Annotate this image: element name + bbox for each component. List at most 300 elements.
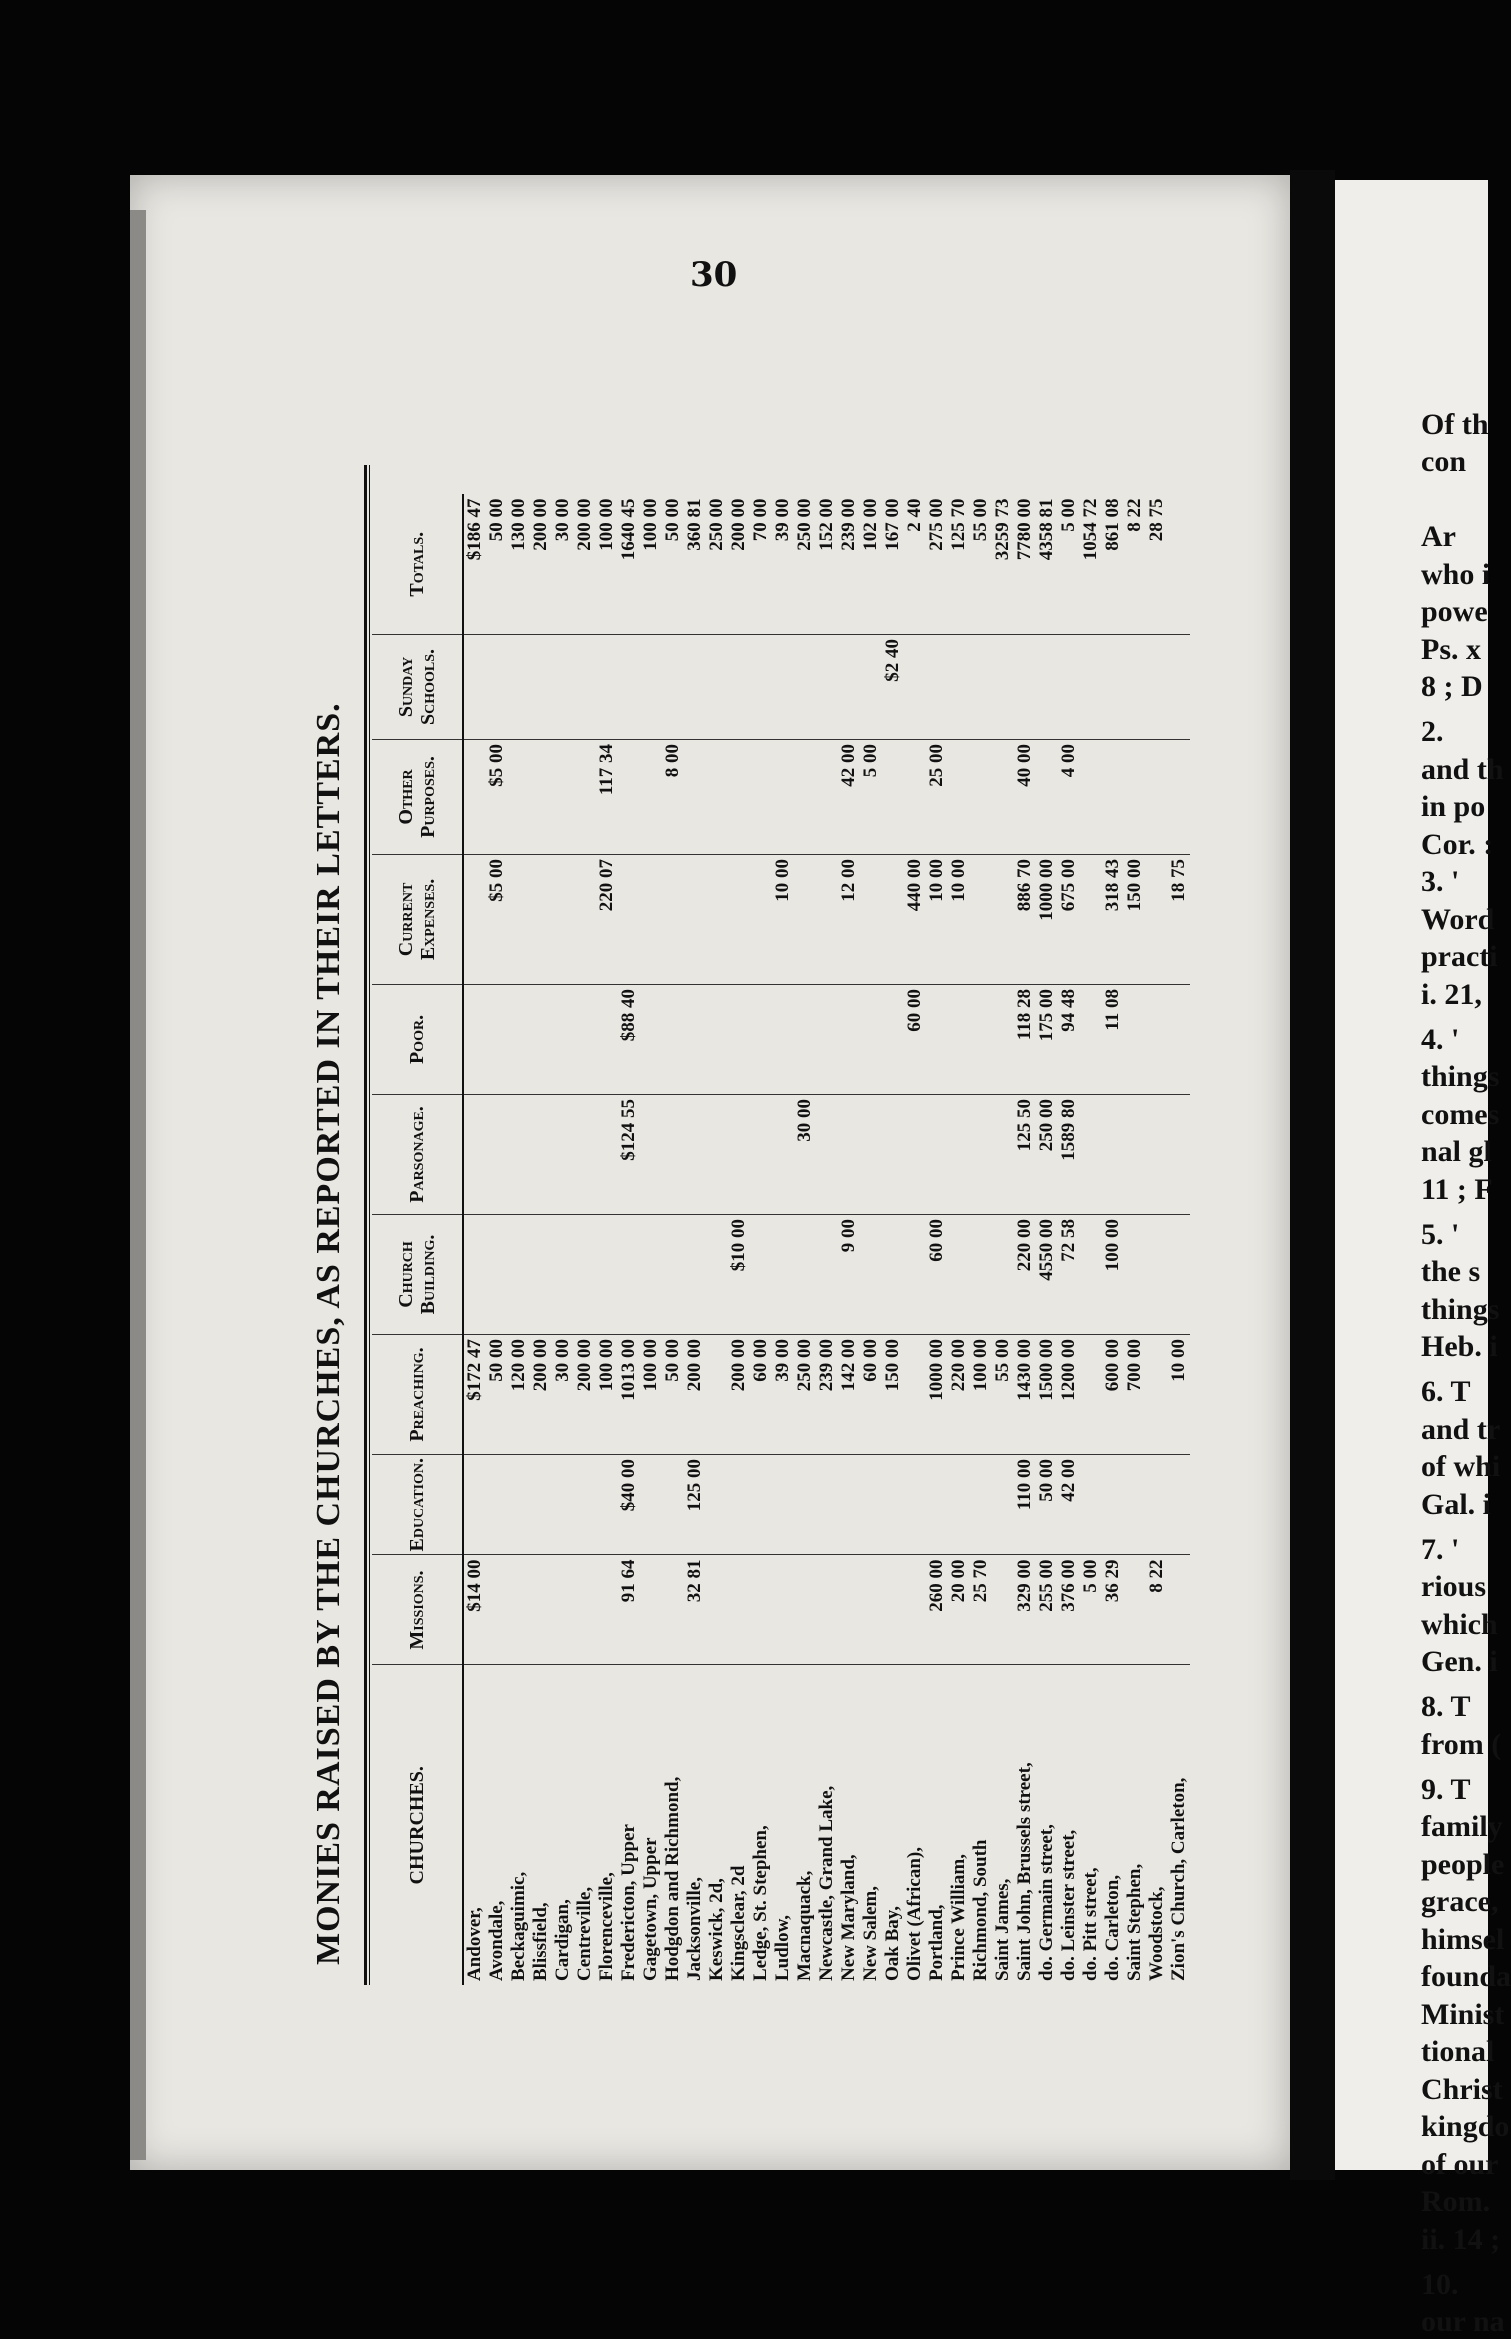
empty-cell [574,984,596,1094]
right-page-line: comes [1421,1097,1500,1131]
amount-cell: 118 28 [1014,984,1036,1094]
empty-cell [992,739,1014,854]
amount-cell: 220 07 [596,854,618,984]
right-page-line: the s [1421,1255,1481,1288]
amount-cell: 10 00 [772,854,794,984]
amount-cell: 10 00 [1168,1334,1190,1454]
empty-cell [992,1214,1014,1334]
right-page-line: Ps. x [1421,632,1481,666]
empty-cell [618,854,640,984]
empty-cell [904,1555,926,1665]
church-name: New Maryland, [838,1854,859,1981]
empty-cell [662,634,684,739]
empty-cell [552,1214,574,1334]
amount-cell: 200 00 [728,1334,750,1454]
right-page-line: nal gl [1421,1135,1492,1168]
empty-cell [816,1555,838,1665]
amount-cell: 5 00 [1058,494,1080,634]
empty-cell [948,1094,970,1214]
right-page-line: Word [1421,902,1495,936]
amount-cell: 1013 00 [618,1334,640,1454]
right-page-line: 9. T [1421,1772,1471,1806]
church-name: Richmond, South [970,1839,991,1981]
church-name: Saint Stephen, [1124,1863,1145,1981]
amount-cell: 4358 81 [1036,494,1058,634]
table-row [1058,494,1080,1985]
amount-cell: 60 00 [904,984,926,1094]
table-row [640,494,662,1985]
amount-cell: 39 00 [772,1334,794,1454]
empty-cell [1058,634,1080,739]
empty-cell [530,1094,552,1214]
empty-cell [552,634,574,739]
empty-cell [816,1454,838,1555]
empty-cell [508,1214,530,1334]
table-row [728,494,750,1985]
church-name: Avondale, [486,1900,507,1981]
empty-cell [816,984,838,1094]
empty-cell [486,1094,508,1214]
empty-cell [1168,984,1190,1094]
empty-cell [772,634,794,739]
amount-cell: $88 40 [618,984,640,1094]
empty-cell [463,854,486,984]
amount-cell: 1054 72 [1080,494,1102,634]
empty-cell [574,1214,596,1334]
empty-cell [728,634,750,739]
table-row [904,494,926,1985]
empty-cell [750,739,772,854]
amount-cell: $5 00 [486,854,508,984]
table-row [948,494,970,1985]
empty-cell [860,1094,882,1214]
empty-cell [860,854,882,984]
amount-cell: 39 00 [772,494,794,634]
amount-cell: 150 00 [882,1334,904,1454]
empty-cell [684,1094,706,1214]
table-top-rule [364,465,367,1985]
table-row [662,494,684,1985]
empty-cell [728,1555,750,1665]
empty-cell [662,1555,684,1665]
amount-cell: 12 00 [838,854,860,984]
amount-cell: 10 00 [948,854,970,984]
table-row [882,494,904,1985]
empty-cell [1168,1454,1190,1555]
empty-cell [860,634,882,739]
table-row [1014,494,1036,1985]
right-page-line: 11 ; F [1421,1172,1493,1206]
amount-cell: 32 81 [684,1555,706,1665]
empty-cell [750,1214,772,1334]
column-header: CHURCHES. [372,1665,463,1985]
empty-cell [552,739,574,854]
right-page-line: Rom. [1421,2185,1491,2218]
empty-cell [882,1555,904,1665]
amount-cell: 255 00 [1036,1555,1058,1665]
amount-cell: 440 00 [904,854,926,984]
empty-cell [838,984,860,1094]
right-page-line: Gen. i [1421,1645,1498,1678]
table-row [750,494,772,1985]
table-row [926,494,948,1985]
church-name: Kingsclear, 2d [728,1865,749,1981]
amount-cell: 50 00 [486,1334,508,1454]
empty-cell [508,739,530,854]
amount-cell: 100 00 [640,494,662,634]
empty-cell [596,634,618,739]
right-page-line: kingdo [1421,2110,1510,2143]
empty-cell [508,1094,530,1214]
amount-cell: 42 00 [838,739,860,854]
empty-cell [794,739,816,854]
amount-cell: 7780 00 [1014,494,1036,634]
right-page-line: 6. T [1421,1375,1471,1408]
right-page-line: 8 ; D [1421,670,1483,703]
empty-cell [970,634,992,739]
amount-cell: 30 00 [794,1094,816,1214]
church-name: Ludlow, [772,1914,793,1981]
amount-cell: 25 00 [926,739,948,854]
empty-cell [1146,1454,1168,1555]
column-header: Missions. [372,1555,463,1665]
amount-cell: 1000 00 [1036,854,1058,984]
amount-cell: 1500 00 [1036,1334,1058,1454]
amount-cell: 36 29 [1102,1555,1124,1665]
empty-cell [948,1214,970,1334]
right-page-line: powe [1421,595,1488,628]
right-page-line: Of th [1421,407,1489,441]
amount-cell: 60 00 [750,1334,772,1454]
church-name: Andover, [464,1907,485,1981]
empty-cell [463,984,486,1094]
empty-cell [926,1094,948,1214]
empty-cell [992,1454,1014,1555]
right-page-line: and th [1421,752,1504,786]
right-page-line: Christ [1421,2072,1503,2106]
amount-cell: 11 08 [1102,984,1124,1094]
column-header: Totals. [372,494,463,634]
empty-cell [596,1454,618,1555]
empty-cell [1124,739,1146,854]
amount-cell: 120 00 [508,1334,530,1454]
amount-cell: 600 00 [1102,1334,1124,1454]
church-name: Prince William, [948,1853,969,1981]
empty-cell [904,1454,926,1555]
table-row [596,494,618,1985]
empty-cell [794,854,816,984]
amount-cell: 4 00 [1058,739,1080,854]
amount-cell: 200 00 [574,494,596,634]
church-name: Saint James, [992,1878,1013,1981]
empty-cell [706,1214,728,1334]
amount-cell: 200 00 [728,494,750,634]
right-page-line: people [1421,1847,1505,1881]
empty-cell [508,984,530,1094]
church-name: Oak Bay, [882,1906,903,1981]
amount-cell: 8 22 [1146,1555,1168,1665]
table-row [486,494,508,1985]
table-row [463,494,486,1985]
empty-cell [1036,634,1058,739]
empty-cell [662,1454,684,1555]
empty-cell [794,634,816,739]
empty-cell [772,739,794,854]
right-page [1335,180,1511,2338]
monies-table [372,494,1190,1985]
empty-cell [596,1214,618,1334]
empty-cell [926,984,948,1094]
column-header: Preaching. [372,1334,463,1454]
table-row [992,494,1014,1985]
empty-cell [1124,1454,1146,1555]
right-page-line: grace, [1421,1885,1499,1918]
empty-cell [772,984,794,1094]
table-row [1080,494,1102,1985]
empty-cell [970,984,992,1094]
church-name: Portland, [926,1904,947,1981]
right-page-line: which [1421,1607,1498,1641]
right-page-line: 5. ' [1421,1217,1460,1251]
empty-cell [1080,634,1102,739]
empty-cell [706,634,728,739]
church-name: Saint John, Brussels street, [1014,1762,1035,1981]
empty-cell [1168,1214,1190,1334]
column-header: Current Expenses. [372,854,463,984]
amount-cell: 376 00 [1058,1555,1080,1665]
empty-cell [486,1555,508,1665]
amount-cell: 30 00 [552,494,574,634]
empty-cell [1168,634,1190,739]
empty-cell [904,1334,926,1454]
amount-cell: 60 00 [926,1214,948,1334]
amount-cell: 239 00 [816,1334,838,1454]
empty-cell [772,1555,794,1665]
amount-cell: 100 00 [596,1334,618,1454]
empty-cell [596,1094,618,1214]
empty-cell [728,1094,750,1214]
empty-cell [948,634,970,739]
table-row [860,494,882,1985]
empty-cell [992,1555,1014,1665]
empty-cell [463,1454,486,1555]
church-name: New Salem, [860,1886,881,1981]
empty-cell [463,1094,486,1214]
church-name: Jacksonville, [684,1877,705,1981]
church-name: Beckaguimic, [508,1871,529,1981]
empty-cell [1080,1094,1102,1214]
empty-cell [1168,494,1190,634]
empty-cell [530,1454,552,1555]
empty-cell [640,1454,662,1555]
table-row [970,494,992,1985]
amount-cell: 100 00 [1102,1214,1124,1334]
empty-cell [486,1454,508,1555]
empty-cell [1124,1555,1146,1665]
church-name: Newcastle, Grand Lake, [816,1785,837,1981]
amount-cell: 4550 00 [1036,1214,1058,1334]
empty-cell [684,854,706,984]
amount-cell: 100 00 [640,1334,662,1454]
amount-cell: 72 58 [1058,1214,1080,1334]
empty-cell [552,854,574,984]
amount-cell: 100 00 [596,494,618,634]
church-name: do. Pitt street, [1080,1867,1101,1981]
amount-cell: $14 00 [463,1555,486,1665]
right-page-line: 4. ' [1421,1022,1460,1056]
empty-cell [882,854,904,984]
empty-cell [970,1454,992,1555]
empty-cell [838,1555,860,1665]
empty-cell [794,1555,816,1665]
empty-cell [860,1555,882,1665]
right-page-line: himsel [1421,1922,1505,1956]
empty-cell [463,739,486,854]
empty-cell [1124,634,1146,739]
empty-cell [750,634,772,739]
table-row [1146,494,1168,1985]
page-edge [130,210,146,2160]
empty-cell [816,739,838,854]
empty-cell [948,739,970,854]
empty-cell [1146,984,1168,1094]
empty-cell [508,1454,530,1555]
empty-cell [574,1454,596,1555]
table-row [574,494,596,1985]
empty-cell [508,634,530,739]
empty-cell [1080,1454,1102,1555]
empty-cell [1014,634,1036,739]
empty-cell [882,1454,904,1555]
table-title: MONIES RAISED BY THE CHURCHES, AS REPORTED IN THEIR LETTERS. [310,702,347,1965]
amount-cell: 50 00 [662,1334,684,1454]
amount-cell: 5 00 [860,739,882,854]
empty-cell [728,984,750,1094]
amount-cell: 2 40 [904,494,926,634]
empty-cell [574,634,596,739]
empty-cell [1168,1555,1190,1665]
table-row [772,494,794,1985]
right-page-line: rious [1421,1570,1487,1603]
empty-cell [904,634,926,739]
amount-cell: 1430 00 [1014,1334,1036,1454]
amount-cell: 200 00 [684,1334,706,1454]
amount-cell: 275 00 [926,494,948,634]
amount-cell: 50 00 [486,494,508,634]
right-page-line: things [1421,1292,1500,1326]
amount-cell: 360 81 [684,494,706,634]
right-page-line: family [1421,1810,1503,1843]
empty-cell [948,1454,970,1555]
right-page-line: i. 21, [1421,977,1482,1011]
table-row [530,494,552,1985]
amount-cell: 30 00 [552,1334,574,1454]
empty-cell [882,1214,904,1334]
amount-cell: 91 64 [618,1555,640,1665]
right-page-line: 8. T [1421,1690,1471,1723]
right-page-line: founda [1421,1960,1511,1993]
church-name: Woodstock, [1146,1886,1167,1981]
empty-cell [750,1454,772,1555]
table-top-rule-thin [369,465,370,1985]
right-page-line: Ar [1421,520,1456,553]
church-name: do. Leinster street, [1058,1829,1079,1981]
table-row [794,494,816,1985]
amount-cell: $40 00 [618,1454,640,1555]
empty-cell [1146,1334,1168,1454]
empty-cell [574,854,596,984]
empty-cell [463,1214,486,1334]
church-name: Gagetown, Upper [640,1837,661,1981]
table-row [684,494,706,1985]
empty-cell [1146,1214,1168,1334]
empty-cell [728,739,750,854]
amount-cell: 1589 80 [1058,1094,1080,1214]
empty-cell [926,634,948,739]
empty-cell [662,854,684,984]
amount-cell: 1200 00 [1058,1334,1080,1454]
empty-cell [860,984,882,1094]
amount-cell: $124 55 [618,1094,640,1214]
empty-cell [706,854,728,984]
church-name: Zion's Church, Carleton, [1168,1777,1189,1981]
empty-cell [1080,1214,1102,1334]
empty-cell [508,1555,530,1665]
amount-cell: 861 08 [1102,494,1124,634]
church-name: Cardigan, [552,1899,573,1981]
right-page-line: of whi [1421,1450,1501,1483]
amount-cell: 167 00 [882,494,904,634]
empty-cell [706,739,728,854]
empty-cell [530,634,552,739]
church-name: Ledge, St. Stephen, [750,1825,771,1981]
empty-cell [530,984,552,1094]
amount-cell: 100 00 [970,1334,992,1454]
empty-cell [1080,854,1102,984]
amount-cell: 675 00 [1058,854,1080,984]
empty-cell [750,1555,772,1665]
amount-cell: $10 00 [728,1214,750,1334]
empty-cell [706,984,728,1094]
empty-cell [904,1094,926,1214]
empty-cell [860,1214,882,1334]
empty-cell [970,854,992,984]
empty-cell [1102,1094,1124,1214]
church-name: Macnaquack, [794,1870,815,1981]
amount-cell: 125 00 [684,1454,706,1555]
empty-cell [1102,1454,1124,1555]
empty-cell [860,1454,882,1555]
empty-cell [552,1555,574,1665]
empty-cell [662,1214,684,1334]
empty-cell [1124,1214,1146,1334]
empty-cell [838,1094,860,1214]
empty-cell [1146,634,1168,739]
amount-cell: 70 00 [750,494,772,634]
empty-cell [750,984,772,1094]
empty-cell [1124,984,1146,1094]
empty-cell [1146,1094,1168,1214]
amount-cell: 60 00 [860,1334,882,1454]
empty-cell [596,984,618,1094]
empty-cell [882,984,904,1094]
table-header-row [372,494,463,1985]
right-page-line: Cor. : [1421,827,1494,861]
empty-cell [574,1555,596,1665]
amount-cell: 700 00 [1124,1334,1146,1454]
empty-cell [1168,739,1190,854]
empty-cell [706,1555,728,1665]
